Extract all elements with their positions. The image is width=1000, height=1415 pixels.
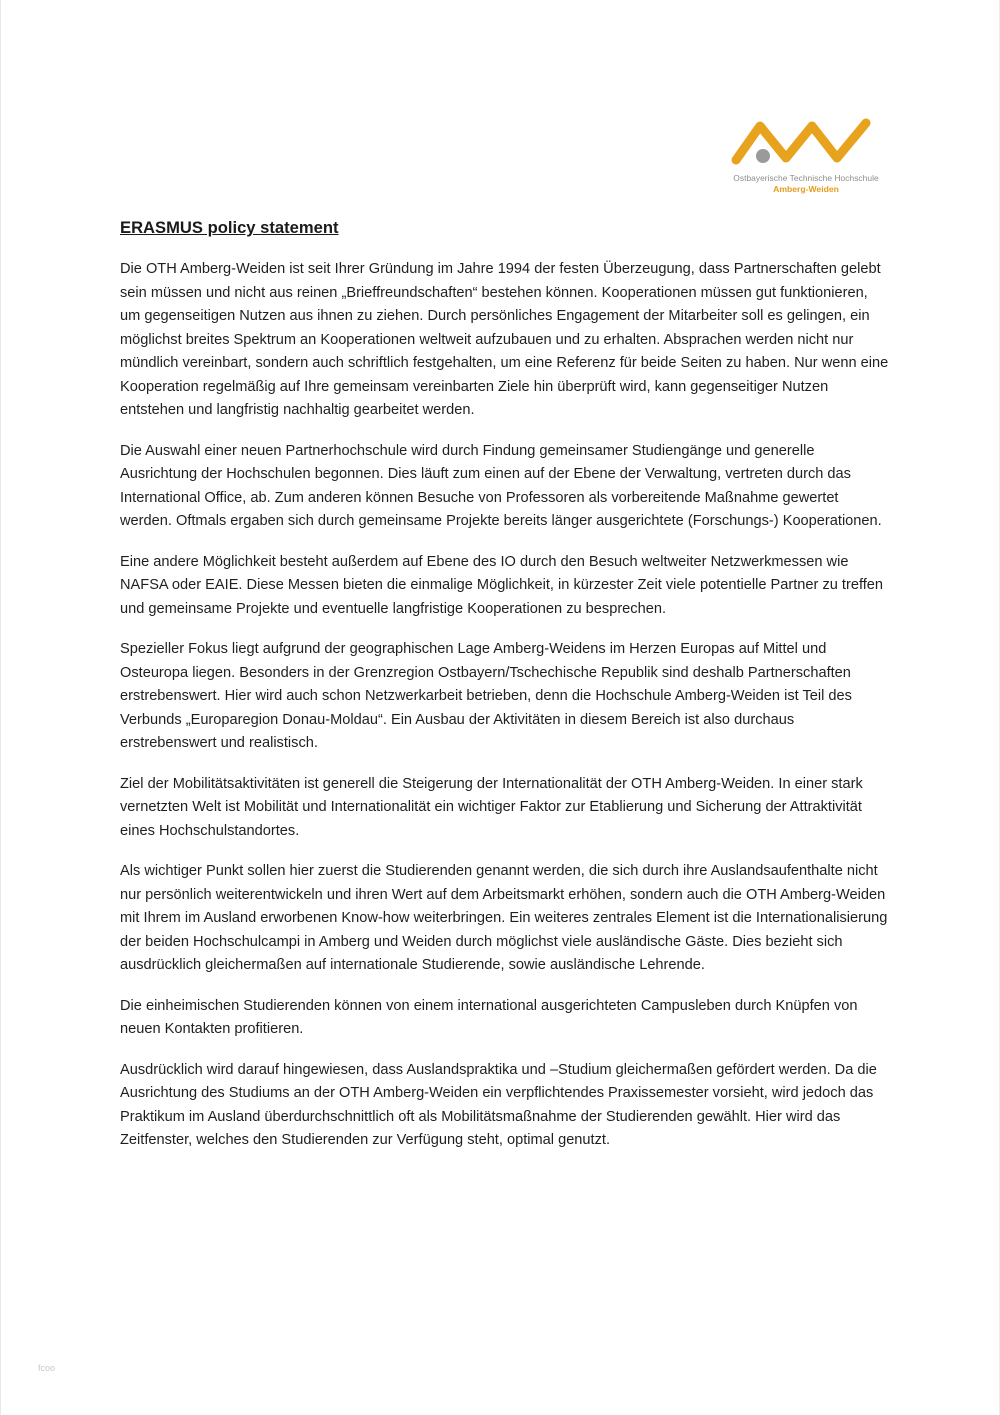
paragraph-internships: Ausdrücklich wird darauf hingewiesen, dass Auslandspraktika und –Studium gleichermaßen gefördert werden. Da die Ausrichtung des Studiums an der OTH Amberg-Weiden ein verpflichtendes Praxissemester vorsieht, wird jedoch das Praktikum im Ausland überdurchschnittlich oft als Mobilitätsmaßnahme der Studierenden gewählt. Hier wird das Zeitfenster, welches den Studierenden zur Verfügung steht, optimal genutzt. (120, 1061, 877, 1148)
oth-logo (726, 116, 886, 198)
footer-watermark: fcoo (38, 1363, 56, 1373)
document-body (120, 216, 890, 1170)
oth-wave-logo-icon (726, 116, 886, 172)
paragraph-students: Als wichtiger Punkt sollen hier zuerst die Studierenden genannt werden, die sich durch ihre Auslandsaufenthalte nicht nur persönlich weiterentwickeln und ihren Wert auf dem Arbeitsmarkt erhöhen, sondern auch die OTH Amberg-Weiden mit Ihrem im Ausland erworbenen Know-how weiterbringen. Ein weiteres zentrales Element ist die Internationalisierung der beiden Hochschulcampi in Amberg und Weiden durch möglichst viele ausländische Gäste. Dies bezieht sich ausdrücklich gleichermaßen auf internationale Studierende, sowie ausländische Lehrende. (120, 863, 888, 973)
paragraph-partnerships: Die OTH Amberg-Weiden ist seit Ihrer Gründung im Jahre 1994 der festen Überzeugung, dass Partnerschaften gelebt sein müssen und nicht aus reinen „Brieffreundschaften“ bestehen können. Kooperationen müssen gut funktionieren, um gegenseitigen Nutzen aus ihnen zu ziehen. Durch persönliches Engagement der Mitarbeiter soll es gelingen, ein möglichst breites Spektrum an Kooperationen weltweit aufzubauen und zu erhalten. Absprachen werden nicht nur mündlich vereinbart, sondern auch schriftlich festgehalten, um eine Referenz für beide Seiten zu haben. Nur wenn eine Kooperation regelmäßig auf Ihre gemeinsam vereinbarten Ziele hin überprüft wird, kann gegenseitiger Nutzen entstehen und langfristig nachhaltig gearbeitet werden. (120, 261, 889, 418)
paragraph-local-students: Die einheimischen Studierenden können von einem international ausgerichteten Campusleben durch Knüpfen von neuen Kontakten profitieren. (120, 997, 858, 1037)
paragraph-partner-selection: Die Auswahl einer neuen Partnerhochschule wird durch Findung gemeinsamer Studiengänge und generelle Ausrichtung der Hochschulen begonnen. Dies läuft zum einen auf der Ebene der Verwaltung, vertreten durch das International Office, ab. Zum anderen können Besuche von Professoren als vorbereitende Maßnahme gewertet werden. Oftmals ergaben sich durch gemeinsame Projekte bereits länger ausgerichtete (Forschungs-) Kooperationen. (120, 442, 882, 529)
paragraph-regional-focus: Spezieller Fokus liegt aufgrund der geographischen Lage Amberg-Weidens im Herzen Europas auf Mittel und Osteuropa liegen. Besonders in der Grenzregion Ostbayern/Tschechische Republik sind deshalb Partnerschaften erstrebenswert. Hier wird auch schon Netzwerkarbeit betrieben, denn die Hochschule Amberg-Weiden ist Teil des Verbunds „Europaregion Donau-Moldau“. Ein Ausbau der Aktivitäten in diesem Bereich ist also durchaus erstrebenswert und realistisch. (120, 641, 852, 751)
logo-location-name: Amberg-Weiden (773, 184, 839, 194)
paragraph-mobility-goals: Ziel der Mobilitätsaktivitäten ist generell die Steigerung der Internationalität der OTH Amberg-Weiden. In einer stark vernetzten Welt ist Mobilität und Internationalität ein wichtiger Faktor zur Etablierung und Sicherung der Attraktivität eines Hochschulstandortes. (120, 775, 863, 839)
paragraph-network-fairs: Eine andere Möglichkeit besteht außerdem auf Ebene des IO durch den Besuch weltweiter Netzwerkmessen wie NAFSA oder EAIE. Diese Messen bieten die einmalige Möglichkeit, in kürzester Zeit viele potentielle Partner zu treffen und gemeinsame Projekte und eventuelle langfristige Kooperationen zu besprechen. (120, 553, 884, 617)
logo-institution-name: Ostbayerische Technische Hochschule (733, 173, 879, 183)
document-title: ERASMUS policy statement (120, 218, 339, 237)
